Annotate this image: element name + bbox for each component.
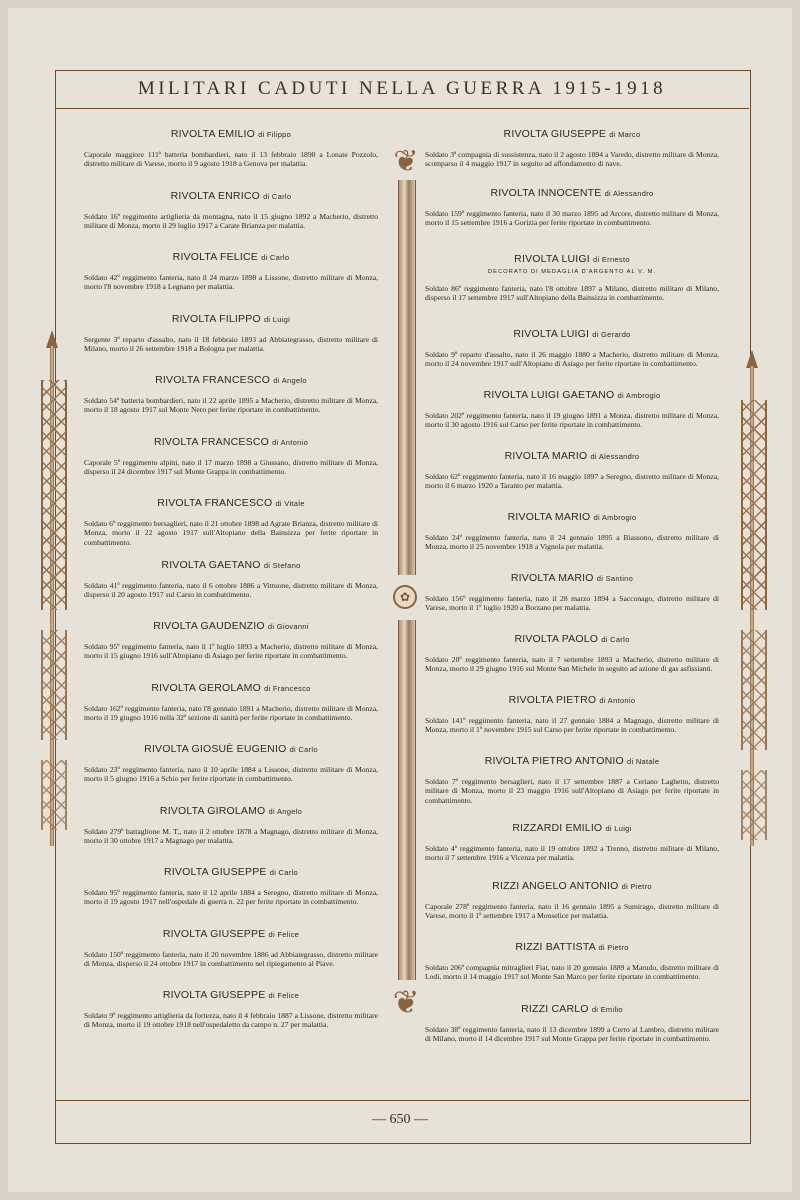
entry-name: RIVOLTA LUIGI di Gerardo: [513, 328, 631, 340]
entry-name: RIVOLTA FRANCESCO di Vitale: [157, 497, 305, 509]
entry: [423, 253, 721, 328]
right-trophy-ornament: [738, 350, 766, 850]
decoration-note: DECORATO DI MEDAGLIA D'ARGENTO AL V. M.: [487, 269, 657, 275]
entry-text: Soldato 24º reggimento fanteria, nato il 24 gennaio 1895 a Biassono, distretto militare di Monza, morto il 25 novembre 1918 a Vignola per malattia.: [425, 533, 719, 552]
entry-name: RIVOLTA GIUSEPPE di Marco: [503, 128, 641, 140]
entry: [423, 328, 721, 389]
right-column: [423, 128, 721, 1053]
entry-text: Soldato 9º reparto d'assalto, nato il 26 maggio 1880 a Macherio, distretto militare di Monza, morto il 24 novembre 1917 sull'Altopiano di Asiago per ferite riportate in combattimento.: [425, 350, 719, 369]
entry: [423, 633, 721, 694]
entry-text: Soldato 20º reggimento fanteria, nato il 7 settembre 1893 a Macherio, distretto militare di Monza, morto il 29 giugno 1916 sul Monte San Michele in seguito ad azione di gas asfissianti.: [425, 655, 719, 674]
entry: [423, 822, 721, 880]
entry-text: Soldato 159º reggimento fanteria, nato il 30 marzo 1895 ad Arcore, distretto militare di Monza, morto il 15 settembre 1916 a Gorizia per ferite riportate in combattimento.: [425, 209, 719, 228]
entry-text: Caporale 5º reggimento alpini, nato il 17 marzo 1898 a Giussano, distretto militare di Monza, disperso il 24 dicembre 1917 sul Monte Grappa in combattimento.: [84, 457, 378, 476]
entry-text: Soldato 279º battaglione M. T., nato il 2 ottobre 1878 a Magnago, distretto militare di Monza, morto il 30 ottobre 1917 a Magnago per malattia.: [84, 826, 378, 845]
entry-text: Soldato 62º reggimento fanteria, nato il 16 maggio 1897 a Seregno, distretto militare di Monza, morto il 6 marzo 1920 a Taranto per malattia.: [425, 472, 719, 491]
entry-text: Soldato 156º reggimento fanteria, nato il 28 marzo 1894 a Sacconago, distretto militare di Varese, morto il 1º luglio 1920 a Borzano per malattia.: [425, 594, 719, 613]
entry: [423, 694, 721, 755]
entry-text: Soldato 23º reggimento fanteria, nato il 10 aprile 1884 a Lissone, distretto militare di Monza, morto il 5 giugno 1916 a Schio per ferite riportate in combattimento.: [84, 765, 378, 784]
entry-text: Soldato 206ª compagnia mitraglieri Fiat, nato il 20 gennaio 1889 a Marudo, distretto militare di Lodi, morto il 14 maggio 1917 sul Monte San Marco per ferite riportate in combattimento.: [425, 963, 719, 982]
entry-name: RIZZI ANGELO ANTONIO di Pietro: [492, 880, 652, 892]
left-column: [82, 128, 380, 1039]
entry-name: RIVOLTA GIUSEPPE di Felice: [162, 989, 300, 1001]
entry-name: RIVOLTA LUIGI GAETANO di Ambrogio: [483, 389, 661, 401]
entry-text: Soldato 95º reggimento fanteria, nato il 1º luglio 1893 a Macherio, distretto militare di Monza, morto il 15 giugno 1916 sull'Altopiano di Asiago per ferite riportate in combattimento.: [84, 642, 378, 661]
center-column-upper: [398, 180, 416, 575]
entry-name: RIVOLTA FELICE di Carlo: [172, 251, 290, 263]
entry-text: Soldato 16º reggimento artiglieria da montagna, nato il 15 giugno 1892 a Macherio, distretto militare di Monza, morto il 29 luglio 1917 a Carate Brianza per malattia.: [84, 211, 378, 230]
entry-name: RIVOLTA INNOCENTE di Alessandro: [490, 187, 654, 199]
column-base-ornament: ❦: [392, 983, 420, 1021]
entry: [82, 251, 380, 313]
entry-name: RIVOLTA MARIO di Santino: [510, 572, 634, 584]
entry-text: Soldato 38º reggimento fanteria, nato il 13 dicembre 1899 a Cerro al Lambro, distretto militare di Milano, morto il 14 dicembre 1917 sul Monte Grappa per ferite riportate in combattimento.: [425, 1025, 719, 1044]
entry-text: Soldato 95º reggimento fanteria, nato il 12 aprile 1884 a Seregno, distretto militare di Monza, morto il 19 agosto 1917 nell'ospedale di guerra n. 22 per ferite riportate in combattimento.: [84, 888, 378, 907]
entry: [82, 374, 380, 436]
left-trophy-ornament: [38, 330, 66, 850]
entry-name: RIVOLTA PAOLO di Carlo: [514, 633, 630, 645]
entry-name: RIVOLTA PIETRO ANTONIO di Natale: [484, 755, 660, 767]
entry: [82, 559, 380, 621]
entry-name: RIVOLTA GIOSUÈ EUGENIO di Carlo: [144, 743, 318, 755]
entry-name: RIVOLTA EMILIO di Filippo: [170, 128, 292, 140]
entry-text: Soldato 202º reggimento fanteria, nato il 19 giugno 1891 a Monza, distretto militare di Monza, morto il 30 agosto 1916 sul Carso per ferite riportate in combattimento.: [425, 411, 719, 430]
entry: [82, 743, 380, 805]
entry-name: RIVOLTA GIROLAMO di Angelo: [159, 804, 303, 817]
entry-text: Soldato 4º reggimento fanteria, nato il 19 ottobre 1892 a Trenno, distretto militare di Milano, morto il 7 settembre 1916 a Vicenza per malattia.: [425, 844, 719, 863]
entry: [423, 572, 721, 633]
entry-text: Soldato 54ª batteria bombardieri, nato il 22 aprile 1895 a Macherio, distretto militare di Monza, morto il 18 agosto 1917 sul Monte Nero per ferite riportate in combattimento.: [84, 396, 378, 415]
entry: [423, 128, 721, 187]
entry: [82, 620, 380, 682]
entry-text: Caporale maggiore 111ª batteria bombardieri, nato il 13 febbraio 1890 a Lonate Pozzolo, distretto militare di Varese, morto il 9 agosto 1918 a Genova per malattia.: [84, 150, 378, 169]
entry-name: RIVOLTA MARIO di Alessandro: [504, 450, 640, 462]
entry-name: RIVOLTA LUIGI di Ernesto: [514, 253, 630, 265]
entry-name: RIVOLTA GEROLAMO di Francesco: [151, 681, 311, 694]
entry-name: RIVOLTA GAETANO di Stefano: [161, 558, 301, 571]
entry: [82, 190, 380, 252]
entry: [82, 682, 380, 744]
entry: [82, 128, 380, 190]
center-column-lower: [398, 620, 416, 980]
entry-text: Soldato 150º reggimento fanteria, nato il 20 novembre 1886 ad Abbiategrasso, distretto militare di Monza, disperso il 24 ottobre 1917 in combattimento nel ripiegamento al Piave.: [84, 949, 378, 968]
entry: [82, 928, 380, 990]
entry-name: RIVOLTA GAUDENZIO di Giovanni: [153, 620, 309, 632]
entry-text: Soldato 41º reggimento fanteria, nato il 6 ottobre 1886 a Vittuone, distretto militare di Monza, disperso il 20 agosto 1917 sul Carso in combattimento.: [84, 580, 378, 599]
entry: [423, 1003, 721, 1053]
page-title: MILITARI CADUTI NELLA GUERRA 1915-1918: [137, 78, 667, 99]
entry-name: RIVOLTA GIUSEPPE di Carlo: [164, 866, 298, 878]
entry-text: Soldato 7º reggimento bersaglieri, nato il 17 settembre 1887 a Ceriano Laghetto, distretto militare di Monza, morto il 23 maggio 1916 sull'Altopiano di Asiago per ferite riportate in combattimento.: [425, 777, 719, 805]
entry: [82, 436, 380, 498]
entry: [423, 389, 721, 450]
entry-name: RIVOLTA MARIO di Ambrogio: [507, 511, 637, 523]
entry: [423, 755, 721, 822]
center-rosette-ornament: ✿: [393, 585, 417, 609]
entry-text: Sergente 3º reparto d'assalto, nato il 18 febbraio 1893 ad Abbiategrasso, distretto militare di Milano, morto il 26 settembre 1918 a Bologna per malattia.: [84, 334, 378, 353]
entry-name: RIVOLTA PIETRO di Antonio: [508, 694, 636, 706]
entry-text: Soldato 141º reggimento fanteria, nato il 27 gennaio 1884 a Magnago, distretto militare di Monza, morto il 1º novembre 1915 sul Carso per ferite riportate in combattimento.: [425, 716, 719, 735]
entry: [82, 497, 380, 559]
entry-name: RIZZARDI EMILIO di Luigi: [512, 822, 632, 834]
entry-text: Soldato 86º reggimento fanteria, nato l'8 ottobre 1897 a Milano, distretto militare di Milano, disperso il 17 settembre 1917 sull'Altopiano della Bainsizza in combattimento.: [425, 284, 719, 303]
entry-name: RIZZI BATTISTA di Pietro: [515, 941, 629, 953]
column-capital-ornament: ❦: [393, 144, 419, 179]
entry: [423, 450, 721, 511]
entry: [82, 989, 380, 1039]
footer-rule: [55, 1100, 749, 1101]
entry-text: Soldato 162º reggimento fanteria, nato l'8 gennaio 1891 a Macherio, distretto militare di Monza, morto il 19 giugno 1916 nella 32ª sezione di sanità per ferite riportate in combattimento.: [84, 703, 378, 722]
entry: [423, 880, 721, 941]
entry: [82, 866, 380, 928]
entry-name: RIVOLTA GIUSEPPE di Felice: [162, 927, 300, 940]
entry: [423, 187, 721, 253]
entry-text: Soldato 9º reggimento artiglieria da fortezza, nato il 4 febbraio 1887 a Lissone, distretto militare di Monza, morto il 19 ottobre 1918 nell'ospedaletto da campo n. 27 per malattia.: [84, 1011, 378, 1030]
entry-name: RIVOLTA FRANCESCO di Antonio: [153, 435, 309, 448]
entry-name: RIVOLTA FRANCESCO di Angelo: [155, 374, 307, 386]
entry-name: RIZZI CARLO di Emilio: [521, 1003, 623, 1015]
entry: [82, 313, 380, 375]
header-bar: [55, 70, 749, 109]
entry-name: RIVOLTA FILIPPO di Luigi: [171, 312, 291, 325]
entry: [423, 511, 721, 572]
entry: [423, 941, 721, 1003]
page-number: — 650 —: [372, 1112, 428, 1127]
entry-name: RIVOLTA ENRICO di Carlo: [170, 189, 292, 202]
entry-text: Caporale 278º reggimento fanteria, nato il 16 gennaio 1895 a Sumirago, distretto militare di Varese, morto il 1º settembre 1917 a Monselice per malattia.: [425, 902, 719, 921]
entry-text: Soldato 42º reggimento fanteria, nato il 24 marzo 1898 a Lissone, distretto militare di Monza, morto l'8 novembre 1918 a Legnano per malattia.: [84, 273, 378, 292]
entry-text: Soldato 6º reggimento bersaglieri, nato il 21 ottobre 1898 ad Agrate Brianza, distretto militare di Monza, morto il 22 agosto 1917 sull'Altopiano della Bainsizza per ferite riportate in combattimento.: [84, 519, 378, 547]
entry: [82, 805, 380, 867]
entry-text: Soldato 3ª compagnia di sussistenza, nato il 2 agosto 1894 a Varedo, distretto militare di Monza, scomparso il 4 maggio 1917 in seguito ad affondamento di nave.: [425, 150, 719, 169]
